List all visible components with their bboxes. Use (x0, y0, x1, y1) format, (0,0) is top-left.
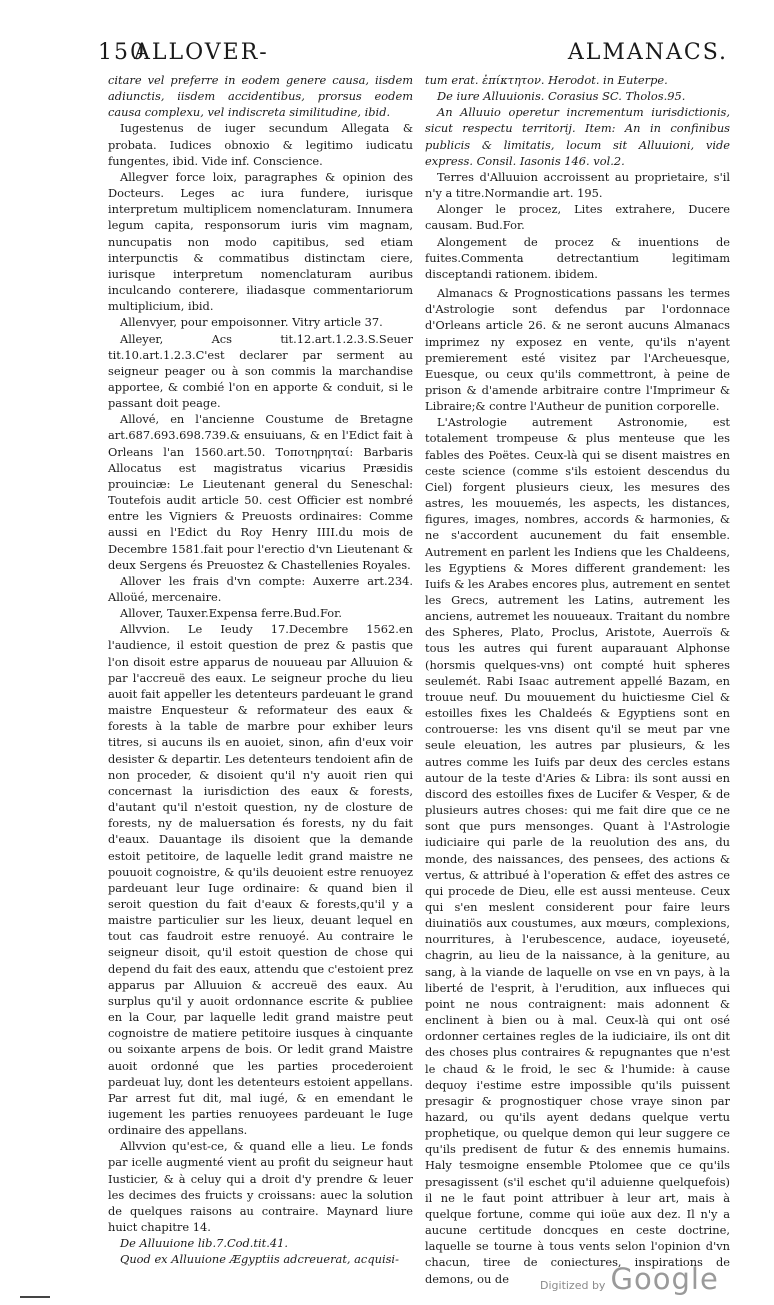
digitization-watermark (540, 1262, 719, 1296)
paragraph: Allové, en l'ancienne Coustume de Bretagne art.687.693.698.739.& ensuiuans, & en l'Edict fait à Orleans l'an 1560.art.50. Τοποτηρηταί: Barbaris Allocatus est magistratus vicarius Præsidis prouinciæ: Le Lieutenant general du Seneschal: Toutefois audit article 50. cest Officier est nombré entre les Vigniers & Preuosts ordinaires: Comme aussi en l'Edict du Roy Henry IIII.du mois de Decembre 1581.fait pour l'erectio d'vn Lieutenant & deux Sergens és Preuostez & Chastellenies Royales. (108, 412, 413, 572)
google-logo: Google (610, 1262, 719, 1296)
paragraph: Alleyer, Acs tit.12.art.1.2.3.S.Seuer tit.10.art.1.2.3.C'est declarer par serment au seigneur peager ou à son commis la marchandise apportee, & combié l'on en apporte & conduit, si le passant doit peage. (108, 331, 413, 411)
paragraph: Allenvyer, pour empoisonner. Vitry article 37. (120, 315, 383, 330)
right-running-title: ALMANACS. (567, 40, 728, 65)
corner-mark (20, 1296, 50, 1298)
paragraph: Allover, Tauxer.Expensa ferre.Bud.For. (120, 606, 342, 621)
paragraph: Allover les frais d'vn compte: Auxerre art.234. Alloüé, mercenaire. (108, 573, 413, 604)
paragraph: De Alluuione lib.7.Cod.tit.41. (120, 1236, 288, 1251)
paragraph: Terres d'Alluuion accroissent au proprietaire, s'il n'y a titre.Normandie art. 195. (425, 169, 730, 201)
left-column (108, 72, 413, 1268)
left-running-title: ALLOVER- (134, 40, 269, 65)
digitized-by-label: Digitized by (540, 1279, 606, 1292)
paragraph: De iure Alluuionis. Corasius SC. Tholos.95. (437, 89, 686, 104)
paragraph: Quod ex Alluuione Ægyptiis adcreuerat, acquisi- (120, 1252, 399, 1267)
right-column (425, 72, 730, 1287)
paragraph: Iugestenus de iuger secundum Allegata & probata. Iudices obnoxio & legitimo iudicatu fungentes, ibid. Vide inf. Conscience. (108, 121, 413, 168)
paragraph: Allegver force loix, paragraphes & opinion des Docteurs. Leges ac iura fundere, iurisque interpretum multiplicem nomenclaturam. Innumera legum capita, responsorum iuris vim magnam, nuncupatis non modo capitibus, sed etiam interpunctis & commatibus distinctam ciere, iurisque interpretum nomenclaturam auribus inculcando conterere, iliadasque commentariorum multiplicium, ibid. (108, 169, 413, 314)
paragraph: citare vel preferre in eodem genere causa, iisdem adiunctis, iisdem accidentibus, prorsus eodem causa complexu, vel indiscreta similitudine, ibid. (108, 73, 413, 120)
paragraph: Almanacs & Prognostications passans les termes d'Astrologie sont defendus par l'ordonnace d'Orleans article 26. & ne seront aucuns Almanacs imprimez ny exposez en vente, qu'ils n'ayent premierement esté visitez par l'Archeuesque, Euesque, ou ceux qu'ils commettront, à peine de prison & d'amende arbitraire contre l'Imprimeur & Libraire;& contre l'Autheur de punition corporelle. (425, 286, 730, 414)
page-header (98, 40, 728, 76)
paragraph: Alongement de procez & inuentions de fuites.Commenta detrectantium legitimam disceptandi rationem. ibidem. (425, 234, 730, 281)
paragraph: tum erat. ἐπίκτητον. Herodot. in Euterpe. (425, 73, 668, 87)
page-number: 150 (98, 40, 146, 65)
paragraph: Alonger le procez, Lites extrahere, Ducere causam. Bud.For. (425, 202, 730, 233)
paragraph: Allvvion. Le Ieudy 17.Decembre 1562.en l'audience, il estoit question de prez & pastis que l'on disoit estre apparus de nouueau par Alluuion & par l'accreuë des eaux. Le seigneur proche du lieu auoit fait appeller les detenteurs pardeuant le grand maistre Enquesteur & reformateur des eaux & forests à la table de marbre pour exhiber leurs titres, si aucuns ils en auoiet, sinon, afin d'eux voir desister & departir. Les detenteurs tendoient afin de non proceder, & disoient qu'il n'y auoit rien qui concernast la iurisdiction des eaux & forests, d'autant qu'il n'estoit question, ny de closture de forests, ny de maluersation és forests, ny du fait d'eaux. Dauantage ils disoient que la demande estoit petitoire, de laquelle ledit grand maistre ne pouuoit cognoistre, & qu'ils deuoient estre renuoyez pardeuant leur Iuge ordinaire: & quand bien il seroit question du fait d'eaux & forests,qu'il y a maistre particulier sur les lieux, deuant lequel en tout cas faudroit estre renuoyé. Au contraire le seigneur disoit, qu'il estoit question de chose qui depend du fait des eaux, attendu que c'estoient prez apparus par Alluuion & accreuë des eaux. Au surplus qu'il y auoit ordonnance escrite & publiee en la Cour, par laquelle ledit grand maistre peut cognoistre de matiere petitoire iusques à cinquante ou soixante arpens de bois. Or ledit grand Maistre auoit ordonné que les parties procederoient pardeuat luy, dont les detenteurs estoient appellans. Par arrest fut dit, mal iugé, & en emendant le iugement les parties renuoyees pardeuant le Iuge ordinaire des appellans. (108, 622, 413, 1138)
paragraph: Allvvion qu'est-ce, & quand elle a lieu. Le fonds par icelle augmenté vient au profit du seigneur haut Iusticier, & à celuy qui a droit d'y prendre & leuer les decimes des fruicts y croissans: auec la solution de quelques raisons au contraire. Maynard liure huict chapitre 14. (108, 1139, 413, 1235)
paragraph: L'Astrologie autrement Astronomie, est totalement trompeuse & plus menteuse que les fables des Poëtes. Ceux-là qui se disent maistres en ceste science (comme s'ils estoient descendus du Ciel) forgent plusieurs cieux, les mesures des astres, les mouuemés, les aspects, les distances, figures, images, nombres, accords & harmonies, & ne s'accordent aucunement du fait ensemble. Autrement en parlent les Indiens que les Chaldeens, les Egyptiens & Mores different grandement: les Iuifs & les Arabes encores plus, autrement en sentet les Grecs, autrement les Latins, autrement les anciens, autremet les nouueaux. Traitant du nombre des Spheres, Plato, Proclus, Aristote, Auerroïs & tous les autres qui furent auparauant Alphonse (horsmis quelques-vns) ont compté huit spheres seulemét. Rabi Isaac autrement appellé Bazam, en trouue neuf. Du mouuement du huictiesme Ciel & estoilles fixes les Chaldeés & Egyptiens sont en controuerse: les vns disent qu'il se meut par vne seule eleuation, les autres par plusieurs, & les autres comme les Iuifs par deux des cercles estans autour de la teste d'Aries & Libra: ils sont aussi en discord des estoilles fixes de Lucifer & Vesper, & de plusieurs autres choses: qui me fait dire que ce ne sont que purs mensonges. Quant à l'Astrologie iudiciaire qui parle de la reuolution des ans, du monde, des naissances, des pensees, des actions & vertus, & attribué à l'operation & effet des astres ce qui procede de Dieu, elle est aussi menteuse. Ceux qui s'en meslent considerent pour faire leurs diuinatiös aux coustumes, aux mœurs, complexions, nourritures, à l'erubescence, audace, ioyeuseté, chagrin, au lieu de la naissance, à la geniture, au sang, à la viande de laquelle on vse en vn pays, à la liberté de l'esprit, à l'erudition, aux influeces qui point ne nous contraignent: mais adonnent & enclinent à bien ou à mal. Ceux-là qui ont osé ordonner certaines regles de la iudiciaire, ils ont dit des choses plus contraires & repugnantes que n'est le chaud & le froid, le sec & l'humide: à cause dequoy i'estime estre impossible qu'ils puissent presagir & prognostiquer chose vraye sinon par hazard, ou qu'ils ayent dedans quelque vertu prophetique, ou quelque demon qui leur suggere ce qu'ils predisent de futur & des ennemis humains. Haly tesmoigne ensemble Ptolomee que ce qu'ils presagissent (s'il eschet qu'il aduienne quelquefois) il ne le faut point attribuer à leur art, mais à quelque fortune, comme qui ioüe aux dez. Il n'y a aucune certitude doncques en ceste doctrine, laquelle se tourne à tous vents selon l'opinion d'vn chacun, tiree de coniectures, inspirations de demons, ou de (425, 415, 730, 1286)
paragraph: An Alluuio operetur incrementum iurisdictionis, sicut respectu territorij. Item: An in confinibus publicis & limitatis, locum sit Alluuioni, vide express. Consil. Iasonis 146. vol.2. (425, 105, 730, 168)
